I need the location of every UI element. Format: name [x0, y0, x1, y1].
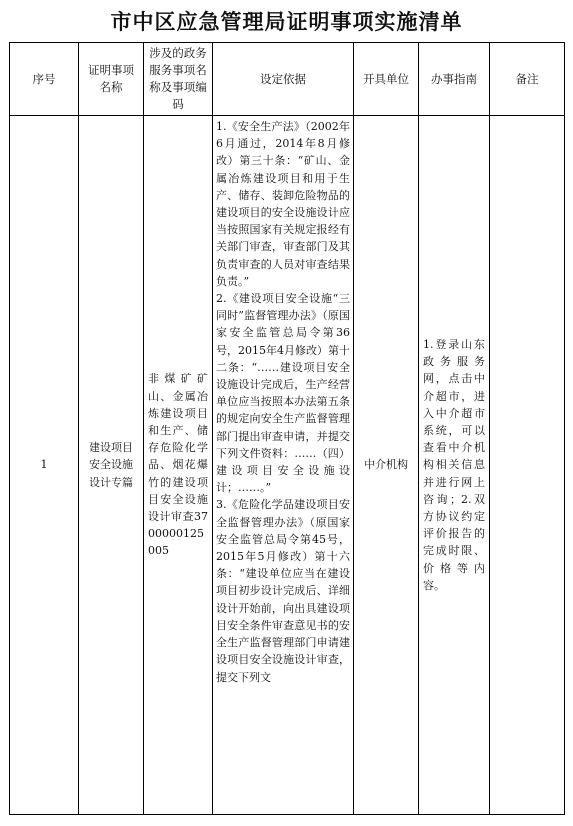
header-guide: 办事指南	[419, 43, 490, 116]
cell-seq: 1	[10, 116, 79, 815]
document-title: 市中区应急管理局证明事项实施清单	[110, 10, 463, 34]
table-header-row	[10, 43, 565, 116]
cell-issuer: 中介机构	[354, 116, 419, 815]
certificate-items-table	[9, 42, 565, 815]
basis-paragraph-2: 2.《建设项目安全设施“三同时”监督管理办法》（原国家安全监管总局令第36号，2015年4月修改）第十二条：“……建设项目安全设施设计完成后，生产经营单位应当按照本办法第五条的规定向安全生产监督管理部门提出审查申请，并提交下列文件资料：……（四）建设项目安全设施设计；……。”	[216, 292, 350, 495]
cell-item-name: 建设项目安全设施设计专篇	[79, 116, 144, 815]
header-remark: 备注	[490, 43, 565, 116]
header-issuer: 开具单位	[354, 43, 419, 116]
cell-service: 非煤矿矿山、金属冶炼建设项目和生产、储存危险化学品、烟花爆竹的建设项目安全设施设计审查3700000125005	[144, 116, 213, 815]
header-service: 涉及的政务服务事项名称及事项编码	[144, 43, 213, 116]
table-row	[10, 116, 565, 815]
header-basis: 设定依据	[213, 43, 354, 116]
cell-guide: 1.登录山东政务服务网，点击中介超市，进入中介超市系统，可以查看中介机构相关信息并进行网上咨询；2.双方协议约定评价报告的完成时限、价格等内容。	[419, 116, 490, 815]
header-item-name: 证明事项名称	[79, 43, 144, 116]
header-seq: 序号	[10, 43, 79, 116]
basis-paragraph-1: 1.《安全生产法》（2002年6月通过，2014年8月修改）第三十条：“矿山、金属冶炼建设项目和用于生产、储存、装卸危险物品的建设项目的安全设施设计应当按照国家有关规定报经有关部门审查，审查部门及其负责审查的人员对审查结果负责。”	[216, 120, 350, 288]
cell-remark	[490, 116, 565, 815]
cell-basis	[213, 116, 354, 815]
basis-paragraph-3: 3.《危险化学品建设项目安全监督管理办法》（原国家安全监管总局令第45号，2015年5月修改）第十六条：“建设单位应当在建设项目初步设计完成后、详细设计开始前，向出具建设项目安全条件审查意见书的安全生产监督管理部门申请建设项目安全设施设计审查，提交下列文	[216, 498, 350, 684]
